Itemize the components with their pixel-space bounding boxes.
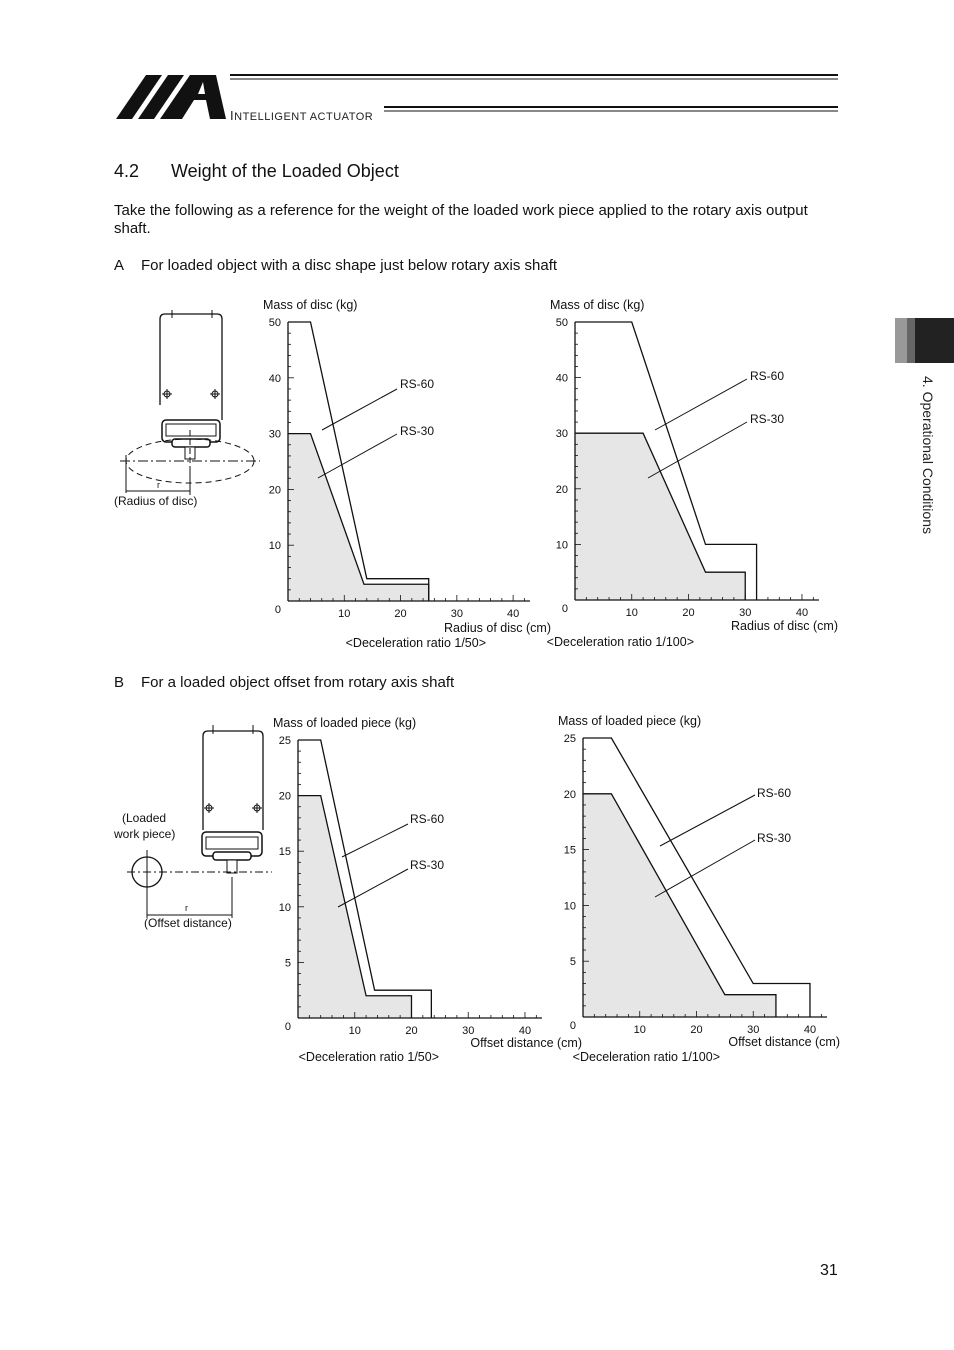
y-tick-label: 10 <box>278 901 291 914</box>
disc-r-label: r <box>157 480 160 490</box>
chart-caption: <Deceleration ratio 1/100> <box>572 1050 720 1064</box>
part-a-letter: A <box>114 257 125 274</box>
y-tick-label: 40 <box>555 372 568 385</box>
page-number: 31 <box>820 1262 838 1279</box>
part-a-heading <box>114 257 558 274</box>
x-tick-label: 40 <box>506 608 520 620</box>
y-tick-label: 5 <box>284 957 291 970</box>
side-tab-label: 4. Operational Conditions <box>920 376 936 534</box>
y-tick-label: 10 <box>555 539 568 552</box>
x-tick-label: 40 <box>803 1024 817 1036</box>
rs30-leader <box>655 840 755 897</box>
y-tick-label: 20 <box>268 484 281 497</box>
y-tick-label: 0 <box>274 604 281 616</box>
y-tick-label: 25 <box>563 733 576 745</box>
y-tick-label: 0 <box>561 603 568 615</box>
x-axis-title: Radius of disc (cm) <box>444 621 551 635</box>
y-tick-label: 30 <box>268 428 281 441</box>
rs30-area <box>575 433 745 600</box>
y-tick-label: 50 <box>268 317 281 329</box>
logo-mark <box>116 70 840 122</box>
disc-radius-label: (Radius of disc) <box>114 494 198 508</box>
loaded-label-2: work piece) <box>114 827 176 841</box>
rs30-leader <box>338 869 408 907</box>
x-tick-label: 30 <box>747 1024 760 1036</box>
y-tick-label: 5 <box>569 956 576 969</box>
chart-offset-1-100 <box>555 709 845 1069</box>
rs30-leader <box>318 434 397 478</box>
section-title <box>114 161 399 182</box>
x-tick-label: 10 <box>348 1025 361 1037</box>
section-number: 4.2 <box>114 161 140 181</box>
offset-distance-label: (Offset distance) <box>144 916 232 930</box>
rs30-label: RS-30 <box>410 858 445 872</box>
chart-caption: <Deceleration ratio 1/50> <box>298 1050 439 1064</box>
chart-disc-1-100 <box>545 292 845 652</box>
rs30-label: RS-30 <box>757 831 792 845</box>
loaded-label-1: (Loaded <box>122 811 167 825</box>
offset-illustration <box>112 722 272 932</box>
y-tick-label: 15 <box>278 846 291 859</box>
x-tick-label: 20 <box>690 1024 703 1036</box>
rs60-leader <box>660 795 755 846</box>
y-tick-label: 0 <box>284 1021 291 1033</box>
x-tick-label: 20 <box>405 1025 418 1037</box>
x-tick-label: 40 <box>795 607 809 619</box>
part-b-letter: B <box>114 674 125 691</box>
y-axis-title: Mass of disc (kg) <box>263 298 358 312</box>
logo-text: NTELLIGENT ACTUATOR <box>234 111 374 123</box>
offset-r-label: r <box>185 903 188 913</box>
rs60-label: RS-60 <box>410 812 445 826</box>
chart-caption: <Deceleration ratio 1/50> <box>345 636 486 650</box>
x-tick-label: 30 <box>739 607 752 619</box>
y-tick-label: 15 <box>563 844 576 857</box>
company-logo <box>116 70 840 122</box>
y-tick-label: 50 <box>555 317 568 329</box>
y-tick-label: 20 <box>278 790 291 803</box>
y-axis-title: Mass of loaded piece (kg) <box>273 716 417 730</box>
y-tick-label: 20 <box>555 483 568 496</box>
rs60-leader <box>655 379 747 430</box>
rs60-label: RS-60 <box>757 786 792 800</box>
x-axis-title: Offset distance (cm) <box>728 1035 840 1049</box>
rs30-leader <box>648 422 747 478</box>
rs30-label: RS-30 <box>750 412 785 426</box>
part-b-heading <box>114 674 455 691</box>
side-tab-marker <box>895 318 954 363</box>
y-tick-label: 0 <box>569 1020 576 1032</box>
rs60-label: RS-60 <box>400 377 435 391</box>
disc-illustration <box>112 305 262 510</box>
rs60-label: RS-60 <box>750 369 785 383</box>
x-tick-label: 40 <box>518 1025 532 1037</box>
rs30-label: RS-30 <box>400 424 435 438</box>
x-axis-title: Radius of disc (cm) <box>731 619 838 633</box>
x-tick-label: 10 <box>625 607 638 619</box>
rs30-area <box>288 434 429 601</box>
rs30-area <box>583 794 776 1017</box>
y-tick-label: 30 <box>555 428 568 441</box>
intro-paragraph: Take the following as a reference for the weight of the loaded work piece applied to the rotary axis output shaft. <box>114 202 808 237</box>
x-tick-label: 10 <box>338 608 351 620</box>
x-tick-label: 20 <box>682 607 695 619</box>
rs60-leader <box>342 824 408 857</box>
x-tick-label: 30 <box>450 608 463 620</box>
part-a-text: For loaded object with a disc shape just below rotary axis shaft <box>141 257 558 274</box>
y-tick-label: 25 <box>278 735 291 747</box>
chart-disc-1-50 <box>255 292 555 652</box>
chart-offset-1-50 <box>272 711 587 1071</box>
x-axis-title: Offset distance (cm) <box>470 1036 582 1050</box>
y-axis-title: Mass of disc (kg) <box>550 298 645 312</box>
y-axis-title: Mass of loaded piece (kg) <box>558 714 702 728</box>
section-heading: Weight of the Loaded Object <box>171 161 399 181</box>
y-tick-label: 10 <box>563 900 576 913</box>
x-tick-label: 20 <box>394 608 407 620</box>
logo-initial: I <box>230 108 235 123</box>
y-tick-label: 40 <box>268 372 281 385</box>
part-b-text: For a loaded object offset from rotary axis shaft <box>141 674 455 691</box>
chart-caption: <Deceleration ratio 1/100> <box>546 635 694 649</box>
x-tick-label: 30 <box>462 1025 475 1037</box>
x-tick-label: 10 <box>633 1024 646 1036</box>
y-tick-label: 20 <box>563 788 576 801</box>
rs60-leader <box>322 389 397 430</box>
y-tick-label: 10 <box>268 540 281 553</box>
rs30-area <box>298 796 411 1018</box>
